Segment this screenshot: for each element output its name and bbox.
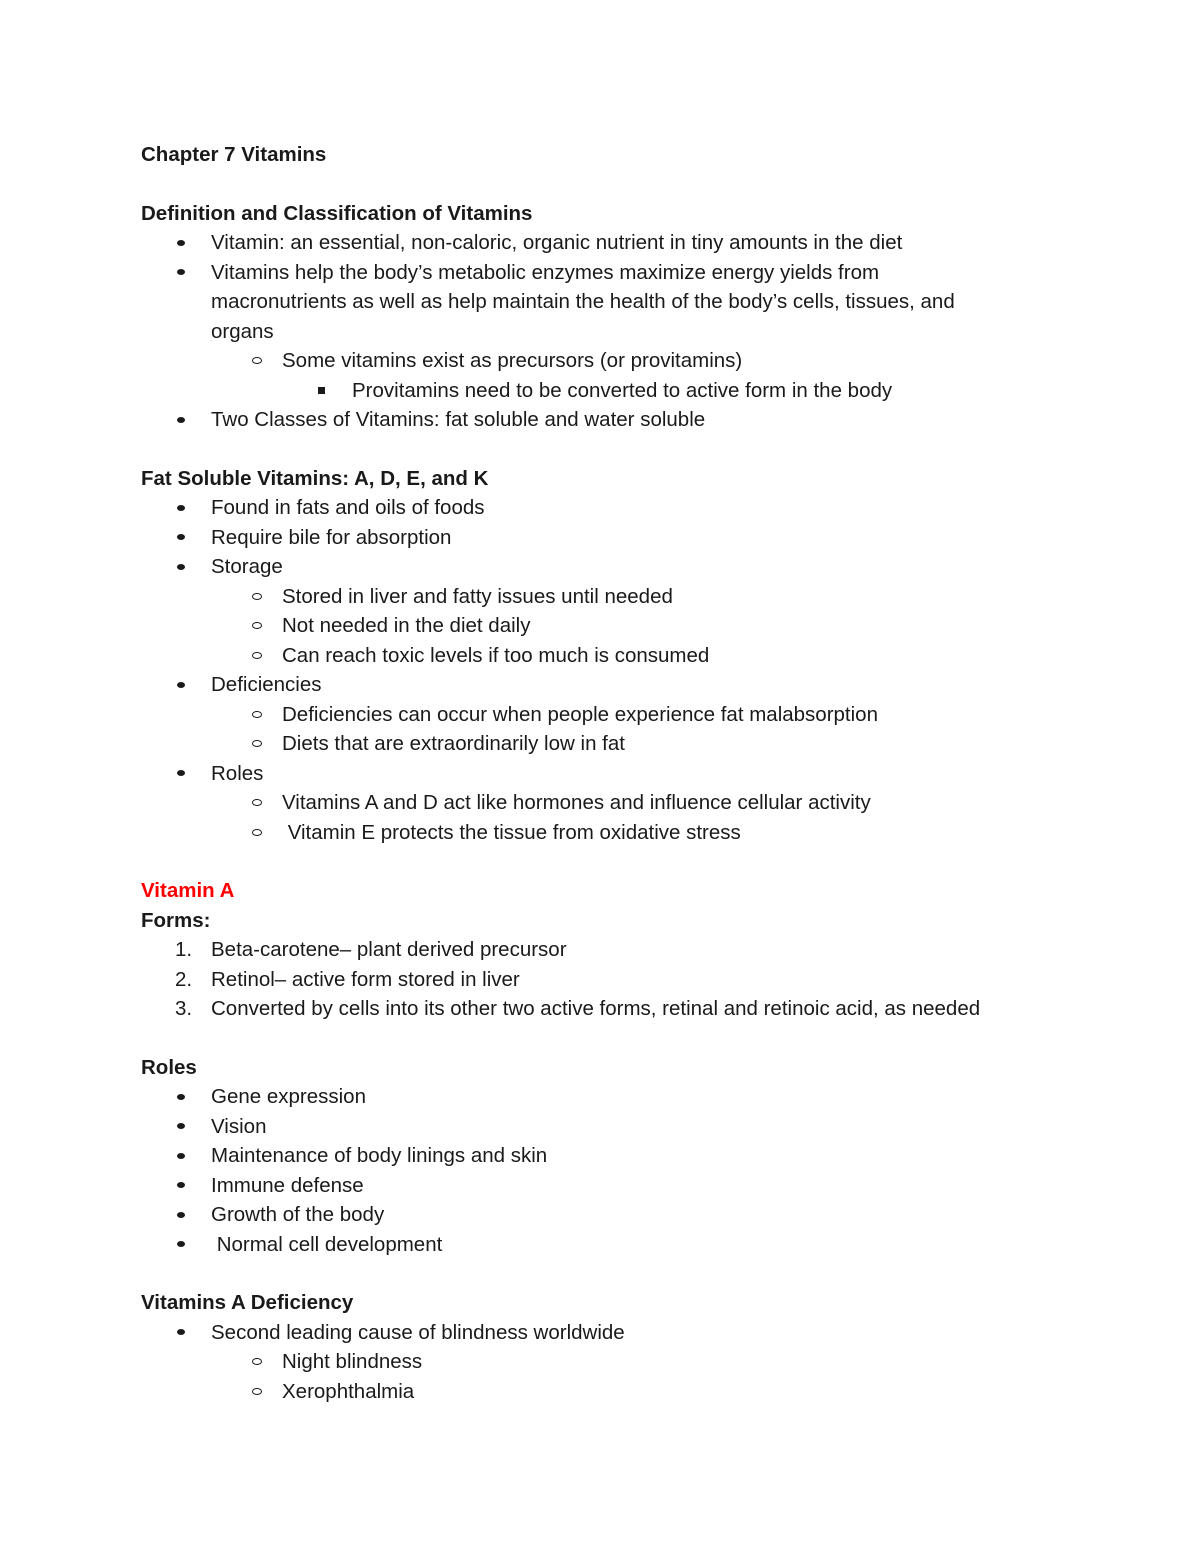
list-item: Growth of the body bbox=[141, 1200, 1101, 1230]
list-item: Maintenance of body linings and skin bbox=[141, 1141, 1101, 1171]
document-body bbox=[141, 140, 1101, 1406]
numbered-item: 3. Converted by cells into its other two active forms, retinal and retinoic acid, as needed bbox=[141, 994, 1101, 1024]
bullet-icon bbox=[173, 405, 189, 435]
list-item: Vitamin: an essential, non-caloric, organic nutrient in tiny amounts in the diet bbox=[141, 228, 1101, 258]
list-item: Diets that are extraordinarily low in fat bbox=[141, 729, 1101, 759]
list-item: Some vitamins exist as precursors (or provitamins) bbox=[141, 346, 1101, 376]
hollow-bullet-icon bbox=[249, 729, 265, 759]
list-item: Vision bbox=[141, 1112, 1101, 1142]
bullet-icon bbox=[173, 1171, 189, 1201]
hollow-bullet-icon bbox=[249, 788, 265, 818]
list-item: Immune defense bbox=[141, 1171, 1101, 1201]
section-heading-deficiency: Vitamins A Deficiency bbox=[141, 1291, 354, 1314]
list-item: Vitamins help the body’s metabolic enzymes maximize energy yields from macronutrients as well as help maintain the health of the body’s cells, tissues, and organs bbox=[141, 258, 1101, 347]
bullet-icon bbox=[173, 228, 189, 258]
forms-heading: Forms: bbox=[141, 908, 211, 932]
item-number: 3. bbox=[175, 997, 193, 1020]
bullet-icon bbox=[173, 258, 189, 288]
section-heading-definition: Definition and Classification of Vitamins bbox=[141, 201, 533, 225]
hollow-bullet-icon bbox=[249, 611, 265, 641]
list-item: Found in fats and oils of foods bbox=[141, 493, 1101, 523]
hollow-bullet-icon bbox=[249, 818, 265, 848]
list-item: Not needed in the diet daily bbox=[141, 611, 1101, 641]
spacer bbox=[141, 435, 1101, 464]
spacer bbox=[141, 170, 1101, 199]
list-item: Vitamins A and D act like hormones and influence cellular activity bbox=[141, 788, 1101, 818]
bullet-icon bbox=[173, 1200, 189, 1230]
list-item: Deficiencies bbox=[141, 670, 1101, 700]
bullet-icon bbox=[173, 552, 189, 582]
square-bullet-icon bbox=[313, 376, 329, 406]
list-item: Normal cell development bbox=[141, 1230, 1101, 1260]
bullet-icon bbox=[173, 759, 189, 789]
section-heading-roles: Roles bbox=[141, 1055, 197, 1079]
fat-soluble-list bbox=[141, 493, 1101, 847]
bullet-icon bbox=[173, 1141, 189, 1171]
definition-list bbox=[141, 228, 1101, 435]
bullet-icon bbox=[173, 523, 189, 553]
hollow-bullet-icon bbox=[249, 1377, 265, 1407]
hollow-bullet-icon bbox=[249, 582, 265, 612]
bullet-icon bbox=[173, 493, 189, 523]
section-heading-vitamin-a: Vitamin A bbox=[141, 879, 235, 902]
spacer bbox=[141, 847, 1101, 876]
forms-list bbox=[141, 935, 1101, 1024]
hollow-bullet-icon bbox=[249, 700, 265, 730]
list-item: Storage bbox=[141, 552, 1101, 582]
spacer bbox=[141, 1259, 1101, 1288]
list-item: Night blindness bbox=[141, 1347, 1101, 1377]
list-item: Two Classes of Vitamins: fat soluble and water soluble bbox=[141, 405, 1101, 435]
list-item: Roles bbox=[141, 759, 1101, 789]
list-item: Can reach toxic levels if too much is consumed bbox=[141, 641, 1101, 671]
list-item: Require bile for absorption bbox=[141, 523, 1101, 553]
bullet-icon bbox=[173, 1082, 189, 1112]
list-item: Vitamin E protects the tissue from oxidative stress bbox=[141, 818, 1101, 848]
bullet-icon bbox=[173, 1318, 189, 1348]
hollow-bullet-icon bbox=[249, 1347, 265, 1377]
list-item: Stored in liver and fatty issues until needed bbox=[141, 582, 1101, 612]
item-number: 1. bbox=[175, 938, 193, 961]
hollow-bullet-icon bbox=[249, 346, 265, 376]
list-item: Provitamins need to be converted to active form in the body bbox=[141, 376, 1101, 406]
numbered-item: 2. Retinol– active form stored in liver bbox=[141, 965, 1101, 995]
bullet-icon bbox=[173, 1230, 189, 1260]
section-heading-fat-soluble: Fat Soluble Vitamins: A, D, E, and K bbox=[141, 466, 489, 490]
chapter-title: Chapter 7 Vitamins bbox=[141, 143, 327, 166]
bullet-icon bbox=[173, 1112, 189, 1142]
deficiency-list bbox=[141, 1318, 1101, 1407]
list-item: Gene expression bbox=[141, 1082, 1101, 1112]
list-item: Second leading cause of blindness worldwide bbox=[141, 1318, 1101, 1348]
bullet-icon bbox=[173, 670, 189, 700]
roles-list bbox=[141, 1082, 1101, 1259]
spacer bbox=[141, 1024, 1101, 1053]
numbered-item: 1. Beta-carotene– plant derived precursor bbox=[141, 935, 1101, 965]
item-number: 2. bbox=[175, 967, 193, 991]
hollow-bullet-icon bbox=[249, 641, 265, 671]
list-item: Xerophthalmia bbox=[141, 1377, 1101, 1407]
list-item: Deficiencies can occur when people experience fat malabsorption bbox=[141, 700, 1101, 730]
